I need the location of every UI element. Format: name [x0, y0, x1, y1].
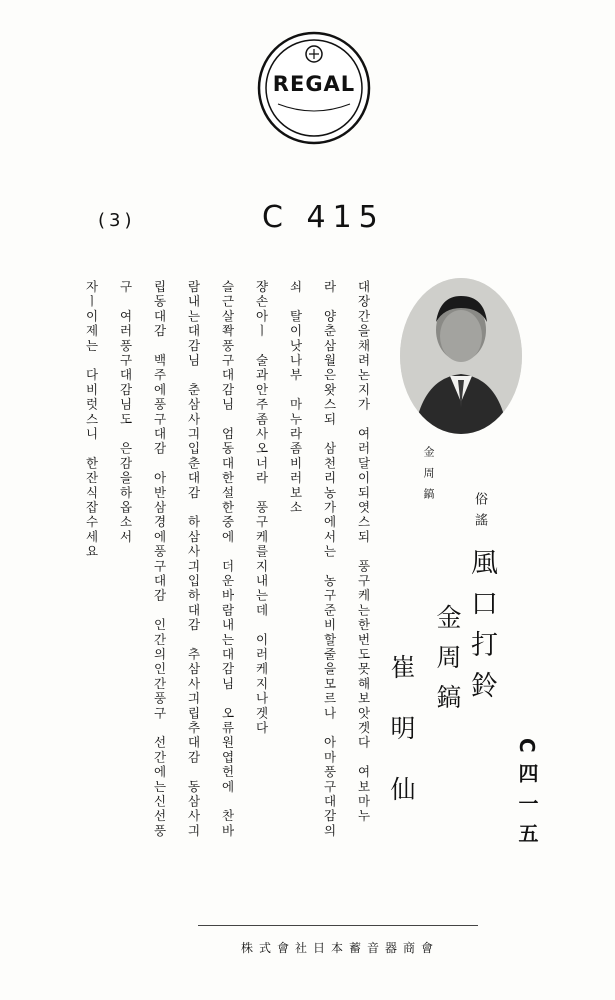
lyric-line: 대장간을채려논지가 여러달이되엿스되 풍구케는한번도못해보앗겟다 여보마누 — [356, 280, 371, 824]
lyric-line: 쇠 탈이낫나부 마누라좀비러보소 — [288, 280, 303, 516]
song-genre: 俗謠 — [472, 492, 487, 534]
publisher-name: 株式會社日本蓄音器商會 — [240, 941, 439, 955]
poet-credit: 金周鎬 — [422, 446, 435, 509]
side-number: (3) — [98, 210, 136, 231]
singer-name: 崔明仙 — [387, 654, 416, 837]
portrait-photo-icon — [400, 278, 522, 434]
lyric-line: 람내는대감님 춘삼사긔입춘대감 하삼사긔입하대감 추삼사긔립추대감 동삼사긔 — [186, 280, 201, 839]
label-brand: REGAL — [272, 72, 356, 96]
regal-record-label — [256, 30, 372, 146]
song-title: 風口打鈴 — [466, 548, 497, 712]
catalog-number-vertical: C四一五 — [515, 738, 539, 853]
lyricist-name: 金周鎬 — [433, 604, 462, 724]
singer-portrait — [400, 278, 522, 434]
lyric-line: 자ㅣ이제는 다비럿스니 한잔식잡수세요 — [84, 280, 99, 560]
lyric-line: 구 여러풍구대감님도 은감을하옵소서 — [118, 280, 133, 545]
lyric-line: 립동대감 백주에풍구대감 아반삼경에풍구대감 인간의인간풍구 선간에는신선풍 — [152, 280, 167, 839]
lyrics-block — [82, 280, 380, 920]
footer-divider — [198, 925, 478, 926]
catalog-number: C 415 — [262, 200, 385, 235]
lyric-line: 슬근살쫙풍구대감님 엄동대한설한중에 더운바람내는대감님 오류원엽헌에 찬바 — [220, 280, 235, 839]
lyric-line: 쟝손아ㅣ 술과안주좀사오너라 풍구케를지내는데 이러케지나겟다 — [254, 280, 269, 736]
lyric-line: 라 양춘삼월은왓스되 삼천리농가에서는 농구준비할줄을모르나 아마풍구대감의 — [322, 280, 337, 839]
